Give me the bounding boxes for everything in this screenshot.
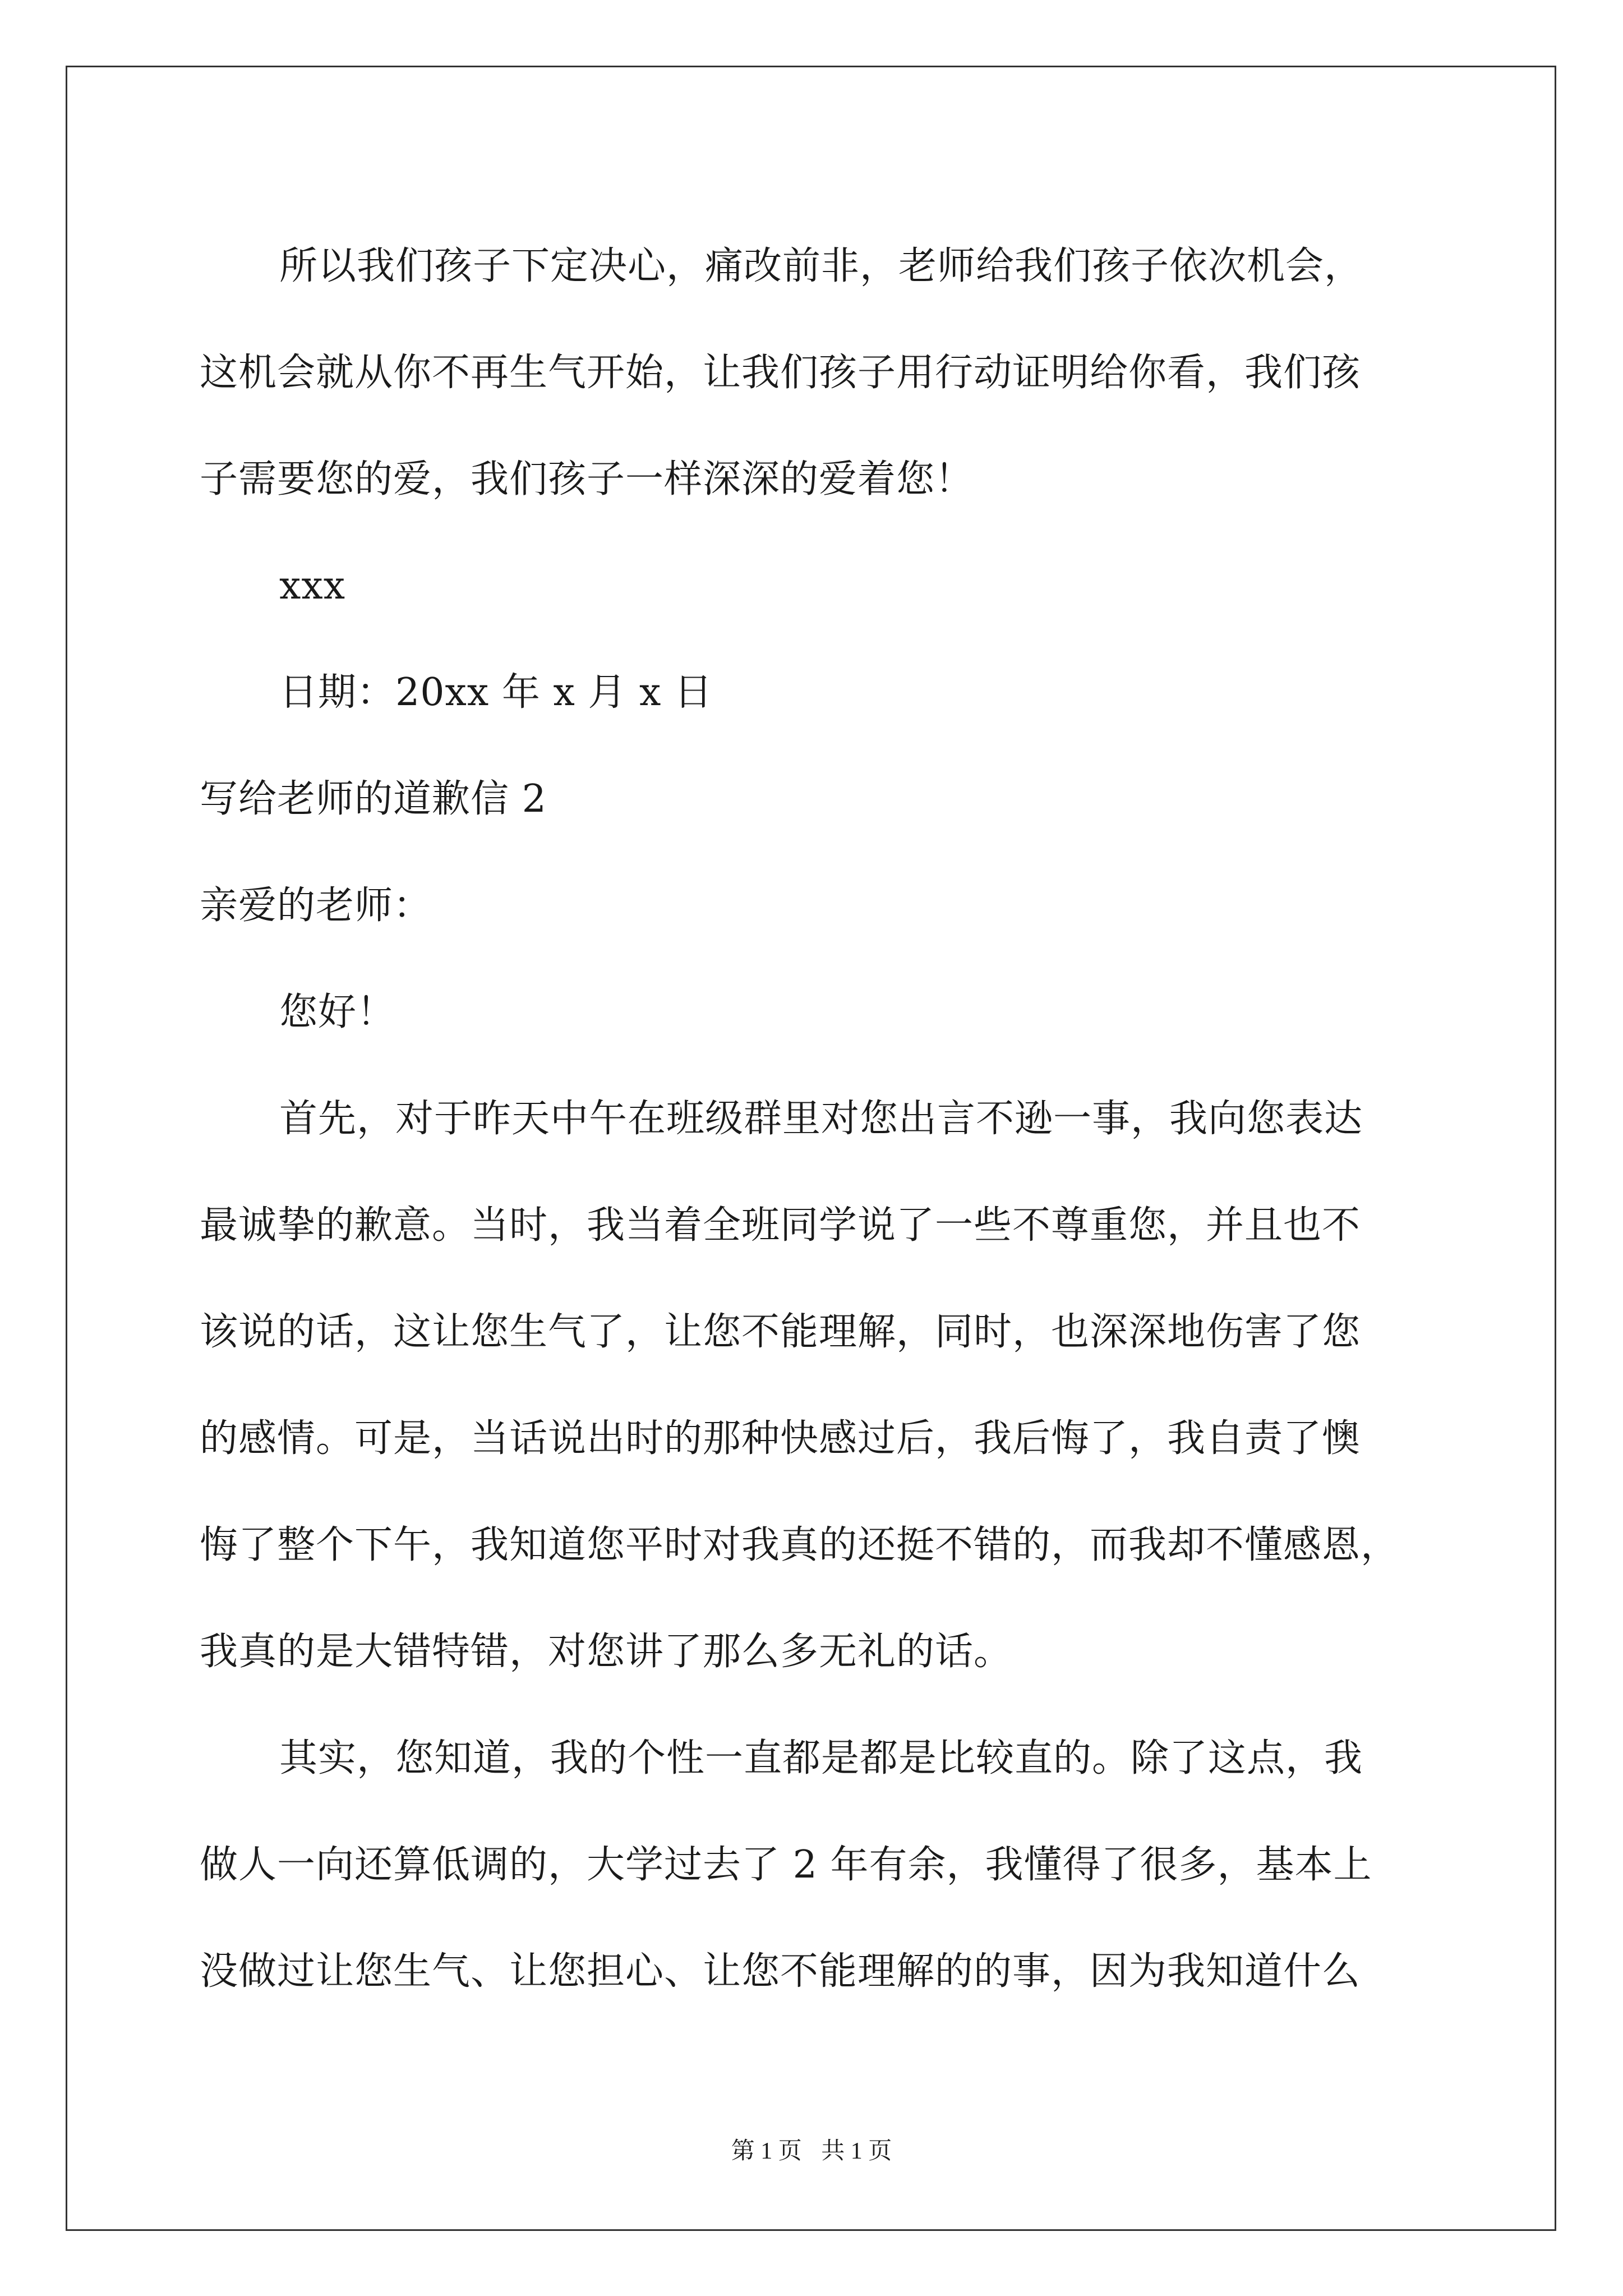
paragraph-line: 所以我们孩子下定决心，痛改前非，老师给我们孩子依次机会， [279, 244, 1363, 288]
page-total: 共 1 页 [821, 2138, 892, 2164]
paragraph-line: 子需要您的爱，我们孩子一样深深的爱着您！ [200, 457, 974, 501]
salutation: 亲爱的老师： [200, 884, 432, 928]
paragraph-line: 这机会就从你不再生气开始，让我们孩子用行动证明给你看，我们孩 [200, 351, 1361, 395]
paragraph-line: 其实，您知道，我的个性一直都是都是比较直的。除了这点，我 [279, 1736, 1363, 1780]
paragraph-line: 我真的是大错特错，对您讲了那么多无礼的话。 [200, 1630, 1013, 1674]
paragraph-line: 该说的话，这让您生气了，让您不能理解，同时，也深深地伤害了您 [200, 1310, 1361, 1354]
date-line: 日期：20xx 年 x 月 x 日 [279, 670, 713, 715]
paragraph-line: 最诚挚的歉意。当时，我当着全班同学说了一些不尊重您，并且也不 [200, 1203, 1361, 1248]
paragraph-line: 做人一向还算低调的，大学过去了 2 年有余，我懂得了很多，基本上 [200, 1843, 1372, 1887]
greeting: 您好！ [279, 990, 396, 1034]
page-number: 第 1 页 [731, 2138, 802, 2164]
paragraph-line: 的感情。可是，当话说出时的那种快感过后，我后悔了，我自责了懊 [200, 1416, 1361, 1461]
paragraph-line: 没做过让您生气、让您担心、让您不能理解的的事，因为我知道什么 [200, 1949, 1361, 1994]
letter-title: 写给老师的道歉信 2 [200, 777, 547, 821]
signature: xxx [279, 564, 346, 608]
paragraph-line: 首先，对于昨天中午在班级群里对您出言不逊一事，我向您表达 [279, 1097, 1363, 1141]
document-body [200, 213, 1490, 2025]
page-footer [0, 2134, 1623, 2168]
paragraph-line: 悔了整个下午，我知道您平时对我真的还挺不错的，而我却不懂感恩， [200, 1523, 1400, 1567]
